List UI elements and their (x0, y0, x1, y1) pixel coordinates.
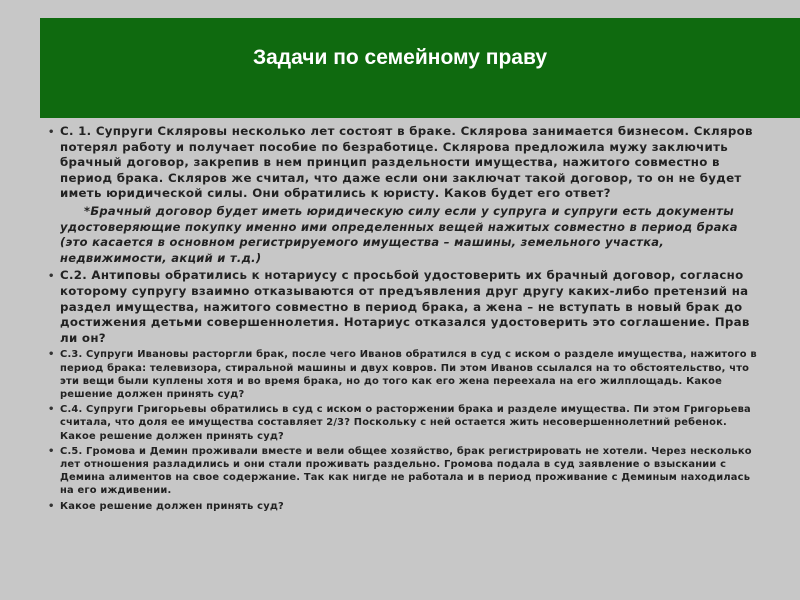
problem-item-2 (48, 268, 760, 346)
bullet-icon: • (48, 349, 55, 361)
problem-text-1: С. 1. Супруги Скляровы несколько лет состоят в браке. Склярова занимается бизнесом. Скляров потерял работу и получает пособие по безработице. Склярова предложила мужу заключить брачный договор, закрепив в нем принцип раздельности имущества, нажитого совместно в период брака. Скляров же считал, что даже если они заключат такой договор, то он не будет иметь юридической силы. Они обратились к юристу. Каков будет его ответ? (60, 124, 753, 201)
problem-item-3 (48, 348, 760, 401)
answer-note-text: *Брачный договор будет иметь юридическую силу если у супруга и супруги есть документы удостоверяющие покупку именно ими определенных вещей нажитых совместно в период брака (это касается в основном регистрируемого имущества – машины, земельного участка, недвижимости, акций и т.д.) (60, 203, 738, 265)
bullet-icon: • (48, 127, 55, 138)
problem-text-3: С.3. Супруги Ивановы расторгли брак, после чего Иванов обратился в суд с иском о разделе имущества, нажитого в период брака: телевизора, стиральной машины и двух ковров. Пи этом Иванов ссылался на то обстоятельство, что эти вещи были куплены хотя и во время брака, но до того как его жена переехала на его жилплощадь. Какое решение должен принять суд? (60, 349, 757, 400)
problem-text-4: С.4. Супруги Григорьевы обратились в суд с иском о расторжении брака и разделе имущества. Пи этом Григорьева считала, что доля ее имущества составляет 2/3? Поскольку с ней остается жить несовершеннолетний ребенок. Какое решение должен принять суд? (60, 404, 751, 442)
problems-list (48, 124, 760, 513)
bullet-icon: • (48, 500, 55, 512)
problem-text-6: Какое решение должен принять суд? (60, 500, 284, 512)
problem-item-5 (48, 445, 760, 498)
bullet-icon: • (48, 271, 55, 283)
problem-item-1 (48, 124, 760, 202)
problem-item-4 (48, 403, 760, 443)
slide-title: Задачи по семейному праву (252, 46, 548, 69)
bullet-icon: • (48, 404, 55, 416)
problem-text-2: С.2. Антиповы обратились к нотариусу с просьбой удостоверить их брачный договор, согласно которому супругу взаимно отказываются от предъявления друг другу каких-либо претензий на раздел имущества, нажитого совместно в период брака, а жена – не вступать в новый брак до достижения детьми совершеннолетия. Нотариус отказался удостоверить это соглашение. Прав ли он? (60, 268, 750, 345)
answer-note (60, 204, 760, 266)
bullet-icon: • (48, 445, 55, 457)
problem-item-6 (48, 500, 760, 513)
problem-text-5: С.5. Громова и Демин проживали вместе и вели общее хозяйство, брак регистрировать не хотели. Через несколько лет отношения разладились и они стали проживать раздельно. Громова подала в суд заявление о взыскании с Демина алиментов на свое содержание. Так как нигде не работала и в период проживание с Деминым находилась на его иждивении. (60, 445, 752, 497)
